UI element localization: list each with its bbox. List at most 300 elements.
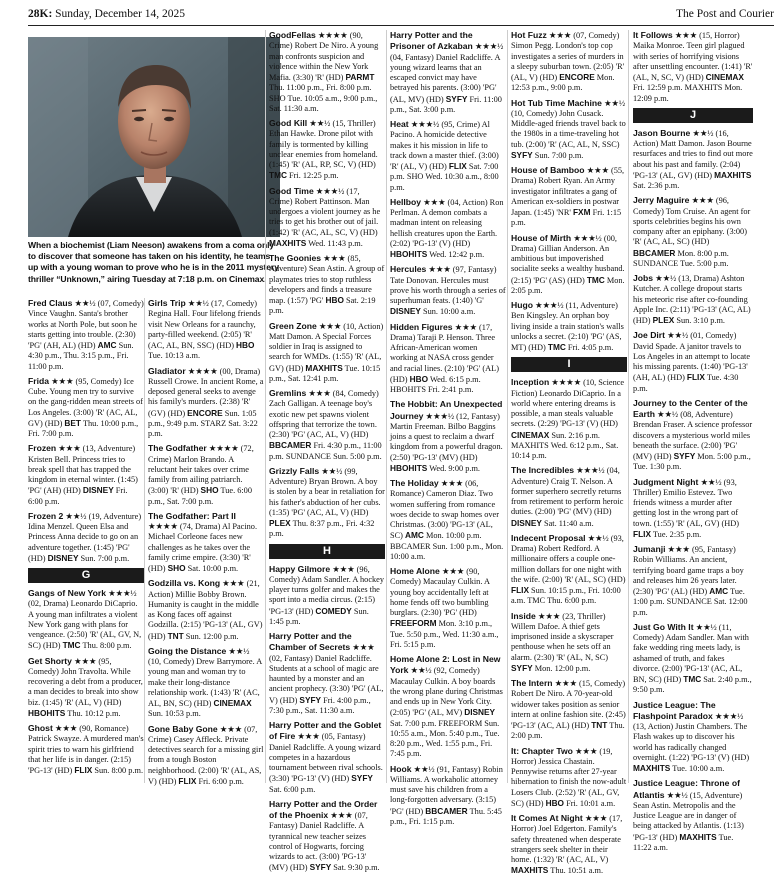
movie-description: ★★★½ (02, Drama) Leonardo DiCaprio. A young man infiltrates a violent New York gang with plans for vengeance. (2:50) 'R' (AL, GV, N, SC) (HD)	[28, 589, 142, 651]
air-times: Mon. 2:05 p.m.	[511, 275, 625, 295]
air-times: Wed. 6:15 p.m. HBOHITS Fri. 2:41 p.m.	[390, 374, 481, 394]
channel-name: AMC	[405, 530, 424, 541]
channel-name: DISNEY	[511, 517, 542, 528]
movie-listing	[511, 30, 627, 94]
air-times: Fri. 6:00 p.m.	[196, 776, 244, 786]
channel-name: FLIX	[178, 775, 197, 786]
movie-listing	[390, 566, 506, 650]
movie-title: Home Alone	[390, 566, 440, 576]
channel-name: TNT	[591, 720, 608, 730]
channel-name: CINEMAX	[705, 72, 744, 82]
listings-column-1	[28, 298, 144, 783]
movie-title: Hercules	[390, 264, 427, 275]
channel-name: MAXHITS	[511, 865, 549, 876]
movie-listing	[390, 478, 506, 562]
air-times: Thu. 10:12 p.m.	[65, 708, 121, 718]
movie-description: ★★★ (23, Thriller) Willem Dafoe. A thief gets imprisoned inside a skyscraper penthouse when he sets off an alarm. (2:30) 'R' (AL, N, SC)	[511, 611, 614, 662]
movie-listing	[148, 724, 264, 788]
movie-description: ★★½ (19, Adventure) Idina Menzel. Queen Elsa and Princess Anna decide to go on an adventure together. (1:45) 'PG' (HD)	[28, 511, 142, 563]
channel-name: PARMT	[345, 72, 375, 82]
movie-description: ★★★ (95, Comedy) Ice Cube. Young men try to survive on the gang-ridden mean streets of Los Angeles. (3:00) 'R' (AC, AL, GV) (HD)	[28, 376, 143, 428]
channel-name: BET	[64, 417, 82, 428]
channel-name: HBO	[325, 295, 344, 305]
channel-name: SYFY	[309, 862, 332, 873]
air-times: Mon. 10:00 p.m. BBCAMER Sun. 1:00 p.m., Mon. 10:00 a.m.	[390, 531, 504, 561]
movie-title: Ghost	[28, 723, 53, 733]
air-times: Thu. 5:45 p.m., Fri. 1:15 p.m.	[390, 806, 502, 826]
channel-name: FLIX	[74, 765, 93, 775]
channel-name: DISNEY	[464, 707, 496, 718]
newspaper-name: The Post and Courier	[675, 8, 774, 20]
movie-description: ★★★★ (10, Science Fiction) Leonardo DiCaprio. In a world where entering dreams is possible, a man steals valuable secrets. (2:29) 'PG-13' (V) (HD)	[511, 378, 625, 429]
air-times: Tue. 6:00 p.m., Sat. 7:00 p.m.	[148, 486, 252, 506]
movie-title: Girls Trip	[148, 298, 186, 308]
channel-name: HBO	[545, 797, 565, 808]
movie-title: Harry Potter and the Goblet of Fire	[269, 720, 382, 742]
air-times: Thu. 8:00 p.m.	[80, 641, 132, 651]
movie-description: ★★½ (08, Adventure) Brendan Fraser. A science professor discovers a mysterious world miles beneath the surface. (2:00) 'PG' (MV) (HD)	[633, 410, 753, 461]
channel-name: DISNEY	[47, 552, 79, 563]
movie-listing	[28, 511, 144, 564]
movie-description: ★★★ (55, Drama) Robert Ryan. An Army investigator infiltrates a gang of American ex-soldiers in postwar Japan. (1:45) 'NR'	[511, 166, 625, 217]
movie-description: ★★★★ (00, Drama) Russell Crowe. In ancient Rome, a deposed general seeks to avenge his family's murders. (2:38) 'R' (GV) (HD)	[148, 366, 264, 418]
movie-title: Harry Potter and the Chamber of Secrets	[269, 631, 352, 653]
movie-listing	[269, 564, 385, 628]
movie-description: ★★★ (15, Comedy) Robert De Niro. A 70-year-old widower takes position as senior intern at online fashion site. (2:45) 'PG-13' (AC, AL) (HD)	[511, 679, 626, 730]
column-divider	[144, 298, 145, 783]
movie-description: ★★★ (02, Fantasy) Daniel Radcliffe. Students at a school of magic are haunted by a monster and an ancient prophecy. (3:30) 'PG' (AL, V) (HD)	[269, 643, 384, 705]
air-times: Thu. 8:37 p.m., Fri. 4:32 p.m.	[269, 519, 375, 539]
channel-name: MAXHITS	[305, 362, 343, 373]
movie-title: Jobs	[633, 273, 654, 283]
movie-description: ★★½ (11, Comedy) Adam Sandler. Man with fake wedding ring meets lady, is ashamed of truth, and fakes divorce. (2:00) 'PG-13' (AC, AL, BN, SC) (HD)	[633, 622, 749, 684]
movie-listing	[390, 764, 506, 828]
movie-title: Frida	[28, 375, 50, 386]
air-times: Sun. 10:53 p.m.	[148, 709, 201, 719]
air-times: Tue. 11:22 a.m.	[633, 832, 734, 852]
movie-listing	[269, 186, 385, 250]
channel-name: DISNEY	[82, 485, 114, 496]
movie-description: ★★★ (95, Comedy) John Travolta. While recovering a debt from a producer, a man decides to break into show biz. (1:45) 'R' (AL, V) (HD)	[28, 656, 143, 707]
movie-title: Harry Potter and the Prisoner of Azkaban	[390, 30, 473, 52]
air-times: Thu. 10:00 p.m., Fri. 7:00 p.m.	[28, 418, 139, 438]
movie-description: ★★½ (13, Drama) Ashton Kutcher. A college dropout starts his meteoric rise after co-founding Apple Inc. (2:11) 'PG-13' (AC, AL) (HD)	[633, 274, 751, 325]
channel-name: AMC	[97, 340, 117, 350]
movie-description: ★★½ (15, Adventure) Sean Astin. Metropolis and the Justice League are in danger of being attacked by Atlantis. (1:13) 'PG-13' (HD)	[633, 790, 744, 842]
movie-title: Hot Tub Time Machine	[511, 97, 602, 108]
movie-title: House of Bamboo	[511, 165, 585, 175]
channel-name: SYFY	[511, 662, 533, 673]
movie-title: Joe Dirt	[633, 330, 665, 341]
movie-description: ★★★ (04, Action) Ron Perlman. A demon combats a madman intent on releasing hellish creatures upon the Earth. (2:02) 'PG-13' (V) (HD)	[390, 197, 504, 248]
movie-description: ★★★ (97, Fantasy) Tate Donovan. Hercules must prove his worth through a series of superhuman feats. (1:40) 'G'	[390, 265, 506, 305]
movie-listing	[269, 466, 385, 540]
air-times: Fri. 4:00 p.m., 7:30 p.m., Sat. 11:30 a.m.	[269, 695, 371, 715]
movie-listing	[633, 195, 753, 269]
movie-title: Inside	[511, 610, 536, 621]
movie-listing	[633, 544, 753, 618]
air-times: Fri. 10:01 a.m.	[564, 798, 616, 808]
movie-still-photo	[28, 37, 280, 237]
column-divider	[507, 30, 508, 783]
movie-title: Gladiator	[148, 365, 186, 376]
listings-column-2	[148, 298, 264, 786]
channel-name: FLIX	[633, 528, 651, 539]
movie-title: Hellboy	[390, 196, 422, 207]
movie-title: Good Kill	[269, 118, 308, 128]
channel-name: SHO	[200, 485, 219, 496]
air-times: Sun. 7:00 p.m.	[78, 553, 130, 563]
channel-name: COMEDY	[315, 605, 352, 616]
column-divider	[386, 30, 387, 783]
section-letter-header: H	[269, 544, 385, 559]
air-times: Fri. 4:30 p.m., 11:00 p.m. SUNDANCE Sun. 5:00 p.m.	[269, 441, 382, 461]
movie-listing	[633, 273, 753, 326]
air-times: Tue. 10:15 p.m., Sat. 12:41 p.m.	[269, 363, 381, 383]
air-times: Sun. 3:10 p.m.	[674, 316, 725, 325]
channel-name: MAXHITS	[679, 831, 717, 842]
channel-name: HBO	[409, 373, 429, 384]
movie-description: ★★★ (21, Action) Millie Bobby Brown. Humanity is caught in the middle as Kong faces off against Godzilla. (2:15) 'PG-13' (AL, GV) (HD)	[148, 579, 263, 641]
movie-listing	[269, 253, 385, 317]
channel-name: SYFY	[351, 773, 373, 784]
movie-listing	[28, 588, 144, 652]
channel-name: BBCAMER	[633, 247, 676, 258]
movie-title: Frozen	[28, 443, 57, 454]
movie-listing	[269, 388, 385, 462]
air-times: Fri. 12:25 p.m.	[286, 171, 339, 181]
liam-neeson-photo-illustration	[28, 37, 280, 237]
movie-title: House of Mirth	[511, 232, 572, 243]
movie-title: Inception	[511, 377, 550, 388]
channel-name: TMC	[683, 674, 702, 684]
air-times: Fri. 6:00 p.m.	[28, 486, 128, 506]
listings-column-4	[390, 30, 506, 826]
movie-description: ★★½ (92, Comedy) Macaulay Culkin. A boy boards the wrong plane during Christmas and ends up in New York City. (2:05) 'PG' (AL, MV)	[390, 666, 503, 718]
channel-name: TMC	[586, 274, 605, 285]
air-times: Fri. 1:15 p.m.	[511, 208, 622, 228]
movie-title: Heat	[390, 119, 409, 129]
movie-listing	[269, 720, 385, 795]
air-times: Sat. 10:00 p.m.	[185, 564, 239, 573]
movie-title: Get Shorty	[28, 655, 72, 666]
movie-description: ★★½ (10, Comedy) Drew Barrymore. A young man and woman try to make their long-distance relationship work. (1:43) 'R' (AC, AL, BN, SC) (HD)	[148, 646, 262, 708]
movie-description: ★★★½ (04, Fantasy) Daniel Radcliffe. A young wizard learns that an escaped convict may have betrayed his parents. (3:00) 'PG' (AL, MV) (HD)	[390, 42, 504, 104]
movie-description: ★★★ (07, Comedy) Simon Pegg. London's top cop investigates a series of murders in a sleepy suburban town. (2:05) 'R' (AL, V) (HD)	[511, 31, 625, 82]
movie-listing	[28, 298, 144, 372]
air-times: Sun. 2:16 p.m. MAXHITS Wed. 6:12 p.m., Sat. 10:14 p.m.	[511, 430, 619, 460]
channel-name: TMC	[62, 640, 81, 651]
movie-description: ★★★½ (11, Adventure) Ben Kingsley. An orphan boy living inside a train station's walls unlocks a secret. (2:10) 'PG' (AS, MT) (HD)	[511, 301, 624, 352]
movie-description: ★★½ (07, Comedy) Vince Vaughn. Santa's brother works at North Pole, but soon he starts getting into trouble. (2:30) 'PG' (AH, AL) (HD)	[28, 299, 144, 350]
section-letter-header: G	[28, 568, 144, 583]
channel-name: SYFY	[445, 93, 468, 104]
air-times: Thu. 11:00 p.m., Fri. 8:00 p.m. SHO Tue. 10:05 a.m., 9:00 p.m., Sat. 11:30 a.m.	[269, 83, 378, 113]
channel-name: FREEFORM	[390, 618, 437, 629]
movie-title: Jason Bourne	[633, 127, 691, 138]
movie-listing	[390, 264, 506, 317]
air-times: Sun. 7:00 p.m.	[532, 150, 584, 160]
channel-name: ENCORE	[187, 407, 223, 418]
movie-listing	[511, 678, 627, 742]
movie-description: ★★★ (19, Horror) Jessica Chastain. Pennywise returns after 27-year hibernation to finish the now-adult Losers Club. (2:52) 'R' (AL, GV, SC) (HD)	[511, 746, 627, 808]
channel-name: FLIX	[686, 372, 705, 383]
movie-description: ★★½ (93, Drama) Robert Redford. A millionaire offers a couple one-million dollars for one night with the wife. (2:00) 'R' (AL, SC) (HD)	[511, 533, 626, 584]
air-times: Sat. 7:00 p.m. SHO Wed. 10:30 a.m., 8:00 p.m.	[390, 162, 499, 192]
movie-description: ★★½ (17, Comedy) Regina Hall. Four lifelong friends visit New Orleans for a raunchy, party-filled weekend. (2:05) 'R' (AC, AL, BN, SSC) (HD)	[148, 299, 261, 350]
page-header	[28, 4, 774, 26]
page-date: Sunday, December 14, 2025	[55, 8, 186, 20]
movie-listing	[511, 533, 627, 607]
movie-listing	[633, 30, 753, 104]
movie-description: ★★★ (96, Comedy) Tom Cruise. An agent for sports celebrities begins his own company after an epiphany. (3:00) 'R' (AC, AL, SC) (HD)	[633, 196, 751, 247]
movie-listing	[511, 377, 627, 461]
column-divider	[628, 30, 629, 783]
channel-name: HBOHITS	[28, 707, 66, 718]
movie-listing	[148, 511, 264, 575]
movie-title: Journey to the Center of the Earth	[633, 397, 748, 419]
section-letter-header: I	[511, 357, 627, 372]
movie-listing	[390, 30, 506, 115]
movie-description: ★★½ (10, Comedy) John Cusack. Middle-aged friends travel back to the 1980s in a time-traveling hot tub. (2:00) 'R' (AC, AL, N, SSC)	[511, 98, 626, 149]
movie-listing	[28, 443, 144, 507]
column-divider	[265, 30, 266, 783]
movie-description: ★★★ (07, Crime) Casey Affleck. Private detectives search for a missing girl from a tough Boston neighborhood. (2:00) 'R' (AL, AS, V) (HD)	[148, 724, 264, 786]
movie-listing	[390, 399, 506, 474]
section-letter-header: J	[633, 108, 753, 123]
channel-name: AMC	[709, 586, 729, 596]
movie-listing	[28, 376, 144, 440]
movie-title: Jerry Maguire	[633, 195, 690, 206]
channel-name: SYFY	[511, 149, 533, 160]
movie-description: ★★★ (17, Horror) Joel Edgerton. Family's safety threatened when desperate strangers seek shelter in their home. (1:32) 'R' (AC, AL, V)	[511, 814, 623, 864]
movie-description: ★★★★ (74, Drama) Al Pacino. Michael Corleone faces new challenges as he takes over the family crime empire. (3:30) 'R' (HD)	[148, 522, 258, 573]
movie-listing	[390, 654, 506, 760]
air-times: Sun. 4:30 p.m., Thu. 3:15 p.m., Fri. 11:00 p.m.	[28, 341, 134, 371]
movie-title: The Intern	[511, 678, 553, 688]
air-times: Mon. 12:00 p.m.	[532, 663, 591, 673]
movie-listing	[28, 656, 144, 720]
movie-title: Happy Gilmore	[269, 563, 331, 574]
movie-listing	[511, 465, 627, 529]
movie-title: Indecent Proposal	[511, 532, 586, 543]
air-times: Fri. 11:00 p.m., Sat. 3:00 p.m.	[390, 94, 502, 114]
movie-description: ★★½ (93, Thriller) Emilio Estevez. Two friends witness a murder after getting lost in the wrong part of town. (1:55) 'R' (AL, GV) (HD)	[633, 477, 739, 528]
movie-title: Gangs of New York	[28, 588, 106, 598]
movie-description: ★★★½ (13, Action) Justin Chambers. The Flash wakes up to discover his world has radically changed overnight. (1:22) 'PG-13' (V) (HD)	[633, 711, 750, 762]
movie-title: Judgment Night	[633, 476, 699, 487]
movie-listing	[633, 477, 753, 541]
air-times: Sat. 6:00 p.m.	[269, 784, 316, 794]
movie-title: Hook	[390, 763, 412, 774]
movie-listing	[633, 700, 753, 775]
movie-listing	[511, 746, 627, 810]
movie-title: Frozen 2	[28, 510, 64, 521]
movie-description: ★★★ (90, Romance) Patrick Swayze. A murdered man's spirit tries to warn his girlfriend that her life is in danger. (2:15) 'PG-13' (HD)	[28, 724, 144, 775]
movie-listing	[390, 119, 506, 193]
movie-description: ★★★ (96, Comedy) Adam Sandler. A hockey player turns golfer and makes the sport into a media circus. (2:15) 'PG-13' (HD)	[269, 564, 384, 616]
movie-title: The Goonies	[269, 253, 322, 263]
movie-description: ★★★½ (17, Crime) Robert Pattinson. Man undergoes a violent journey as he tries to get his brother out of jail. (1:42) 'R' (AC, AL, SC, V) (HD)	[269, 186, 381, 237]
channel-name: PLEX	[652, 315, 675, 325]
movie-description: ★★★ (10, Action) Matt Damon. A Special Forces soldier in Iraq is assigned to search for WMDs. (1:55) 'R' (AL, GV) (HD)	[269, 321, 384, 373]
channel-name: FLIX	[511, 585, 529, 595]
movie-listing	[633, 398, 753, 473]
movie-title: It Follows	[633, 30, 673, 40]
movie-title: Home Alone 2: Lost in New York	[390, 654, 501, 676]
channel-name: BBCAMER	[269, 440, 312, 451]
movie-description: ★★★ (13, Adventure) Kristen Bell. Princess tries to break spell that has trapped the kingdom in eternal winter. (1:45) 'PG' (AH) (HD)	[28, 444, 138, 496]
channel-name: HBOHITS	[390, 249, 428, 259]
movie-listing	[511, 611, 627, 675]
movie-title: Gone Baby Gone	[148, 723, 218, 734]
movie-listing	[148, 443, 264, 507]
movie-description: ★★★★ (72, Crime) Marlon Brando. A reluctant heir takes over crime family from ailing patriarch. (3:00) 'R' (HD)	[148, 444, 254, 496]
movie-title: Hidden Figures	[390, 321, 453, 332]
movie-title: Hot Fuzz	[511, 30, 547, 40]
channel-name: MAXHITS	[714, 169, 752, 180]
listings-column-6	[633, 30, 753, 852]
movie-title: It Comes At Night	[511, 813, 583, 823]
channel-name: MAXHITS	[269, 237, 307, 248]
channel-name: BBCAMER	[425, 805, 468, 816]
air-times: Sun. 1:05 p.m., 9:49 p.m. STARZ Sat. 3:22 p.m.	[148, 408, 258, 438]
air-times: Tue. 4:30 p.m.	[633, 373, 739, 393]
movie-listing	[269, 118, 385, 182]
air-times: Sun. 12:00 p.m.	[183, 631, 239, 641]
movie-listing	[148, 578, 264, 642]
movie-title: Going the Distance	[148, 645, 227, 656]
air-times: Wed. 12:42 p.m.	[427, 250, 485, 259]
movie-description: ★★½ (16, Action) Matt Damon. Jason Bourne resurfaces and tries to find out more about his past and family. (2:04) 'PG-13' (AL, GV) (HD)	[633, 128, 753, 180]
air-times: Mon. 8:00 p.m. SUNDANCE Tue. 5:00 p.m.	[633, 248, 729, 268]
movie-listing	[511, 98, 627, 162]
air-times: Wed. 9:00 p.m.	[427, 463, 480, 473]
movie-title: Harry Potter and the Order of the Phoenix	[269, 798, 378, 820]
movie-title: Justice League: The Flashpoint Paradox	[633, 699, 716, 721]
channel-name: PLEX	[269, 518, 291, 528]
air-times: Thu. 10:51 a.m.	[548, 866, 604, 876]
movie-description: ★★★ (05, Fantasy) Daniel Radcliffe. A young wizard competes in a hazardous tournament between rival schools. (3:30) 'PG-13' (V) (HD)	[269, 732, 383, 784]
movie-description: ★★★½ (95, Crime) Al Pacino. A homicide detective makes it his mission in life to track down a master thief. (3:00) 'R' (AL, V) (HD)	[390, 120, 499, 171]
movie-description: ★★½ (91, Fantasy) Robin Williams. A workaholic attorney must save his children from a long-forgotten adversary. (3:15) 'PG' (HD)	[390, 764, 503, 816]
movie-title: The Incredibles	[511, 465, 575, 476]
channel-name: SYFY	[673, 451, 696, 461]
listings-column-3	[269, 30, 385, 873]
movie-description: ★★★ (17, Drama) Taraji P. Henson. Three African-American women working at NASA cross gender and racial lines. (2:10) 'PG' (AL) (HD)	[390, 322, 499, 384]
movie-listing	[28, 723, 144, 776]
air-times: Mon. 3:10 p.m., Tue. 5:50 p.m., Wed. 11:30 a.m., Fri. 5:15 p.m.	[390, 619, 499, 649]
movie-title: GoodFellas	[269, 30, 316, 40]
air-times: Sun. 1:45 p.m.	[269, 606, 369, 626]
movie-title: Green Zone	[269, 320, 317, 331]
movie-listing	[269, 799, 385, 874]
channel-name: HBOHITS	[390, 462, 428, 473]
movie-listing	[390, 322, 506, 396]
movie-listing	[633, 330, 753, 394]
movie-title: Hugo	[511, 300, 533, 310]
movie-description: ★★★ (85, Adventure) Sean Astin. A group of playmates tries to stop ruthless developers and finds a treasure map. (1:57) 'PG'	[269, 254, 385, 305]
air-times: Tue. 2:35 p.m.	[650, 529, 702, 539]
movie-title: It: Chapter Two	[511, 745, 573, 756]
movie-title: Justice League: Throne of Atlantis	[633, 778, 740, 800]
air-times: Thu. 2:00 p.m.	[511, 721, 625, 741]
movie-title: Godzilla vs. Kong	[148, 578, 221, 589]
channel-name: TMC	[547, 342, 566, 352]
air-times: Sun. 10:00 a.m.	[420, 307, 476, 317]
page-number: 28K:	[28, 8, 53, 20]
movie-listing	[269, 30, 385, 114]
movie-listing	[269, 321, 385, 385]
channel-name: HBO	[236, 340, 255, 350]
channel-name: ENCORE	[559, 72, 595, 82]
channel-name: FXM	[572, 207, 591, 217]
movie-listing	[511, 300, 627, 353]
air-times: Sat. 2:19 p.m.	[269, 296, 376, 316]
air-times: Tue. 10:13 a.m.	[148, 351, 201, 361]
movie-title: Fred Claus	[28, 298, 73, 308]
air-times: Sat. 7:00 p.m. FREEFORM Sun. 10:55 a.m., Mon. 5:40 p.m., Tue. 8:20 p.m., Wed. 1:55 p.m., Fri. 7:45 p.m.	[390, 718, 500, 759]
channel-name: DISNEY	[390, 306, 421, 317]
movie-description: ★★★½ (12, Fantasy) Martin Freeman. Bilbo Baggins joins a quest to reclaim a dwarf kingdom from a powerful dragon. (2:50) 'PG-13' (MV) (HD)	[390, 411, 503, 462]
air-times: Tue. 1:00 p.m. SUNDANCE Sat. 12:00 p.m.	[633, 587, 748, 617]
channel-name: TNT	[167, 630, 184, 641]
photo-caption: When a biochemist (Liam Neeson) awakens from a coma only to discover that someone has taken on his identity, he teams up with a young woman to prove who he is in the 2011 mystery thriller “Unknown,” airing Tuesday at 7:18 p.m. on Cinemax.	[28, 240, 279, 284]
air-times: Sat. 2:40 p.m., 9:50 p.m.	[633, 675, 752, 695]
air-times: Mon. 5:00 p.m., Tue. 1:30 p.m.	[633, 452, 751, 472]
air-times: Tue. 10:00 a.m.	[670, 764, 725, 773]
movie-description: ★★½ (15, Thriller) Ethan Hawke. Drone pilot with family is tormented by killing unclear enemies from homeland. (1:45) 'R' (AL, RP, SC, V) (HD)	[269, 119, 378, 169]
listings-column-5	[511, 30, 627, 876]
air-times: Sun. 10:15 p.m., Fri. 10:00 a.m. TMC Thu. 6:00 p.m.	[511, 586, 621, 606]
movie-listing	[633, 778, 753, 853]
air-times: Wed. 11:43 p.m.	[306, 238, 363, 248]
movie-description: ★★½ (99, Adventure) Bryan Brown. A boy is stolen by a bear in retaliation for his father's abduction of her cubs. (1:35) 'PG' (AC, AL, V) (HD)	[269, 466, 385, 517]
movie-title: Just Go With It	[633, 621, 694, 632]
channel-name: MAXHITS	[633, 763, 671, 773]
movie-listing	[633, 128, 753, 192]
air-times: Fri. 4:05 p.m.	[565, 343, 614, 352]
movie-listing	[511, 813, 627, 877]
movie-description: ★★★ (90, Comedy) Macaulay Culkin. A young boy accidentally left at home fends off two bumbling burglars. (2:30) 'PG' (HD)	[390, 567, 490, 617]
movie-description: ★★★ (07, Fantasy) Daniel Radcliffe. A tyrannical new teacher seizes control of Hogwarts, forcing wizards to act. (3:00) 'PG-13' (MV) (HD)	[269, 811, 368, 873]
movie-description: ★★★ (95, Fantasy) Robin Williams. An ancient, terrifying board game traps a boy and releases him 26 years later. (2:30) 'PG' (AL) (HD)	[633, 545, 744, 596]
movie-listing	[390, 197, 506, 261]
channel-name: FLIX	[448, 161, 467, 171]
air-times: Sat. 9:30 p.m.	[331, 863, 380, 873]
movie-description: ★★★½ (04, Adventure) Craig T. Nelson. A former superhero secretly returns from retirement to perform heroic duties. (2:00) 'PG' (MV) (HD)	[511, 466, 624, 517]
channel-name: CINEMAX	[511, 429, 550, 440]
channel-name: CINEMAX	[213, 698, 252, 708]
movie-description: ★★★★ (90, Crime) Robert De Niro. A young man confronts suspicion and violence within the New York Mafia. (3:30) 'R' (HD)	[269, 31, 379, 82]
movie-listing	[148, 298, 264, 362]
movie-title: Jumanji	[633, 544, 666, 554]
air-times: Sat. 11:40 a.m.	[541, 518, 594, 528]
channel-name: SYFY	[299, 694, 322, 705]
air-times: Sat. 2:36 p.m.	[633, 181, 680, 190]
movie-description: ★★★ (84, Comedy) Zach Galligan. A teenage boy's exotic new pet spawns violent offspring that terrorize the town. (2:30) 'PG' (AC, AL, V) (HD)	[269, 389, 379, 439]
air-times: Sun. 8:00 p.m.	[92, 766, 144, 775]
air-times: Mon. 12:53 p.m., 9:00 p.m.	[511, 73, 615, 93]
movie-title: Grizzly Falls	[269, 465, 320, 476]
movie-description: ★★½ (01, Comedy) David Spade. A janitor travels to Los Angeles in an attempt to locate his missing parents. (1:40) 'PG-13' (AH, AL) (HD)	[633, 331, 751, 383]
movie-title: The Godfather: Part II	[148, 510, 236, 521]
movie-title: The Holiday	[390, 478, 439, 488]
movie-listing	[633, 622, 753, 696]
movie-description: ★★★ (15, Horror) Maika Monroe. Teen girl plagued with series of horrifying visions after unsettling encounter. (1:41) 'R' (AL, N, SC, V) (HD)	[633, 31, 753, 82]
movie-title: Gremlins	[269, 388, 307, 398]
channel-name: SHO	[167, 563, 186, 573]
